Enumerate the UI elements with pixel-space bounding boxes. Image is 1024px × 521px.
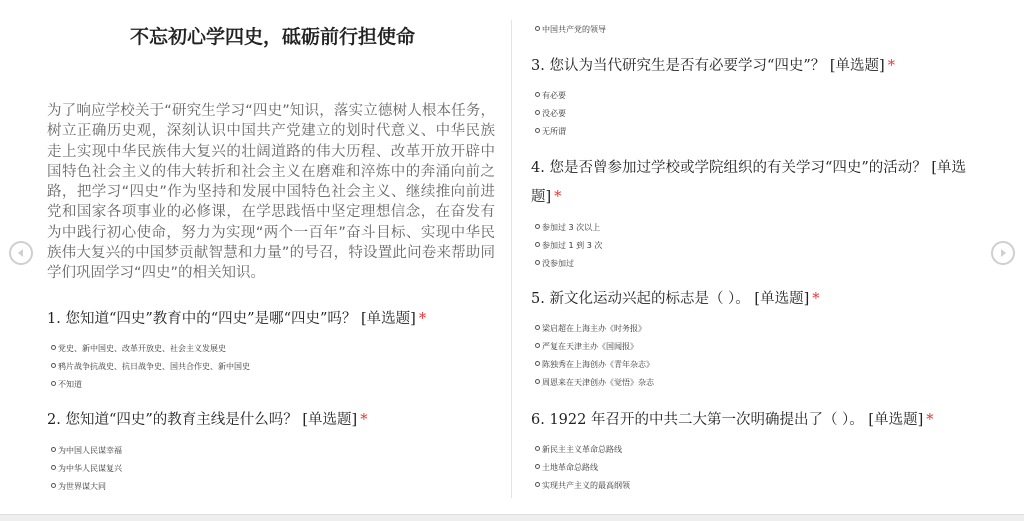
required-mark: * <box>418 311 427 327</box>
option[interactable]: 无所谓 <box>535 123 566 141</box>
option[interactable]: 中国共产党的领导 <box>535 21 606 39</box>
option[interactable]: 为中国人民谋幸福 <box>51 442 122 460</box>
required-mark: * <box>812 291 820 307</box>
radio-icon <box>535 379 540 384</box>
option[interactable]: 新民主主义革命总路线 <box>535 441 630 459</box>
radio-icon <box>535 361 540 366</box>
option[interactable]: 严复在天津主办《国闻报》 <box>535 338 654 356</box>
question-2 <box>47 406 367 435</box>
question-1-text: 1. 您知道“四史”教育中的“四史”是哪“四史”吗？ [单选题] <box>47 311 416 327</box>
radio-icon <box>51 483 56 488</box>
option[interactable]: 参加过 3 次以上 <box>535 219 602 237</box>
option[interactable]: 有必要 <box>535 87 566 105</box>
question-4-text: 4. 您是否曾参加过学校或学院组织的有关学习“四史”的活动？ [单选 <box>531 160 967 176</box>
question-5-options <box>535 320 654 392</box>
radio-icon <box>535 224 540 229</box>
radio-icon <box>535 128 540 133</box>
question-2-options <box>51 442 122 496</box>
option[interactable]: 土地革命总路线 <box>535 459 630 477</box>
option[interactable]: 参加过 1 到 3 次 <box>535 237 602 255</box>
question-6-options <box>535 441 630 495</box>
radio-icon <box>51 447 56 452</box>
option[interactable]: 陈独秀在上海创办《青年杂志》 <box>535 356 654 374</box>
radio-icon <box>535 343 540 348</box>
radio-icon <box>51 381 56 386</box>
option[interactable]: 不知道 <box>51 376 250 394</box>
radio-icon <box>535 110 540 115</box>
question-5 <box>531 285 819 314</box>
required-mark: * <box>926 412 934 428</box>
question-3 <box>531 52 895 81</box>
question-4-text-cont: 题] <box>531 189 552 205</box>
radio-icon <box>535 464 540 469</box>
survey-intro: 为了响应学校关于“研究生学习“四史”知识，落实立德树人根本任务，树立正确历史观，深刻认识中国共产党建立的划时代意义、中华民族走上实现中华民族伟大复兴的壮阔道路的伟大历程、改革开放开辟中国特色社会主义的伟大转折和社会主义在磨难和淬炼中的奔涌向前之路，把学习“四史”作为坚持和发展中国特色社会主义、继续推向前进党和国家各项事业的必修课，在学思践悟中坚定理想信念，在奋发有为中践行初心使命，努力为实现“两个一百年”奋斗目标、实现中华民族伟大复兴的中国梦贡献智慧和力量”的号召，特设置此问卷来帮助同学们巩固学习“四史”的相关知识。 <box>47 103 495 282</box>
radio-icon <box>535 446 540 451</box>
radio-icon <box>51 363 56 368</box>
radio-icon <box>535 26 540 31</box>
survey-title: 不忘初心学四史，砥砺前行担使命 <box>129 26 415 48</box>
radio-icon <box>535 482 540 487</box>
option[interactable]: 为世界谋大同 <box>51 478 122 496</box>
radio-icon <box>51 345 56 350</box>
page-divider <box>511 20 512 498</box>
question-6-text: 6. 1922 年召开的中共二大第一次明确提出了（ ）。 [单选题] <box>531 412 924 428</box>
option[interactable]: 实现共产主义的最高纲领 <box>535 477 630 495</box>
option[interactable]: 梁启超在上海主办《时务报》 <box>535 320 654 338</box>
question-5-text: 5. 新文化运动兴起的标志是（ ）。 [单选题] <box>531 291 810 307</box>
option[interactable]: 没参加过 <box>535 255 602 273</box>
question-3-text: 3. 您认为当代研究生是否有必要学习“四史”？ [单选题] <box>531 58 885 74</box>
question-4 <box>531 154 981 212</box>
chevron-right-icon <box>998 248 1008 258</box>
prev-page-button[interactable] <box>9 241 33 265</box>
option[interactable]: 为中华人民谋复兴 <box>51 460 122 478</box>
radio-icon <box>535 260 540 265</box>
required-mark: * <box>360 412 368 428</box>
question-4-options <box>535 219 602 273</box>
radio-icon <box>535 242 540 247</box>
option[interactable]: 没必要 <box>535 105 566 123</box>
prev-question-option <box>535 21 606 39</box>
radio-icon <box>51 465 56 470</box>
required-mark: * <box>554 189 562 205</box>
question-3-options <box>535 87 566 141</box>
question-2-text: 2. 您知道“四史”的教育主线是什么吗？ [单选题] <box>47 412 358 428</box>
chevron-left-icon <box>16 248 26 258</box>
question-6 <box>531 406 933 435</box>
question-1-options <box>51 340 250 394</box>
radio-icon <box>535 325 540 330</box>
question-1 <box>47 305 426 334</box>
option[interactable]: 党史、新中国史、改革开放史、社会主义发展史 <box>51 340 250 358</box>
radio-icon <box>535 92 540 97</box>
required-mark: * <box>887 58 895 74</box>
next-page-button[interactable] <box>991 241 1015 265</box>
option[interactable]: 周恩来在天津创办《觉悟》杂志 <box>535 374 654 392</box>
option[interactable]: 鸦片战争抗战史、抗日战争史、国共合作史、新中国史 <box>51 358 250 376</box>
